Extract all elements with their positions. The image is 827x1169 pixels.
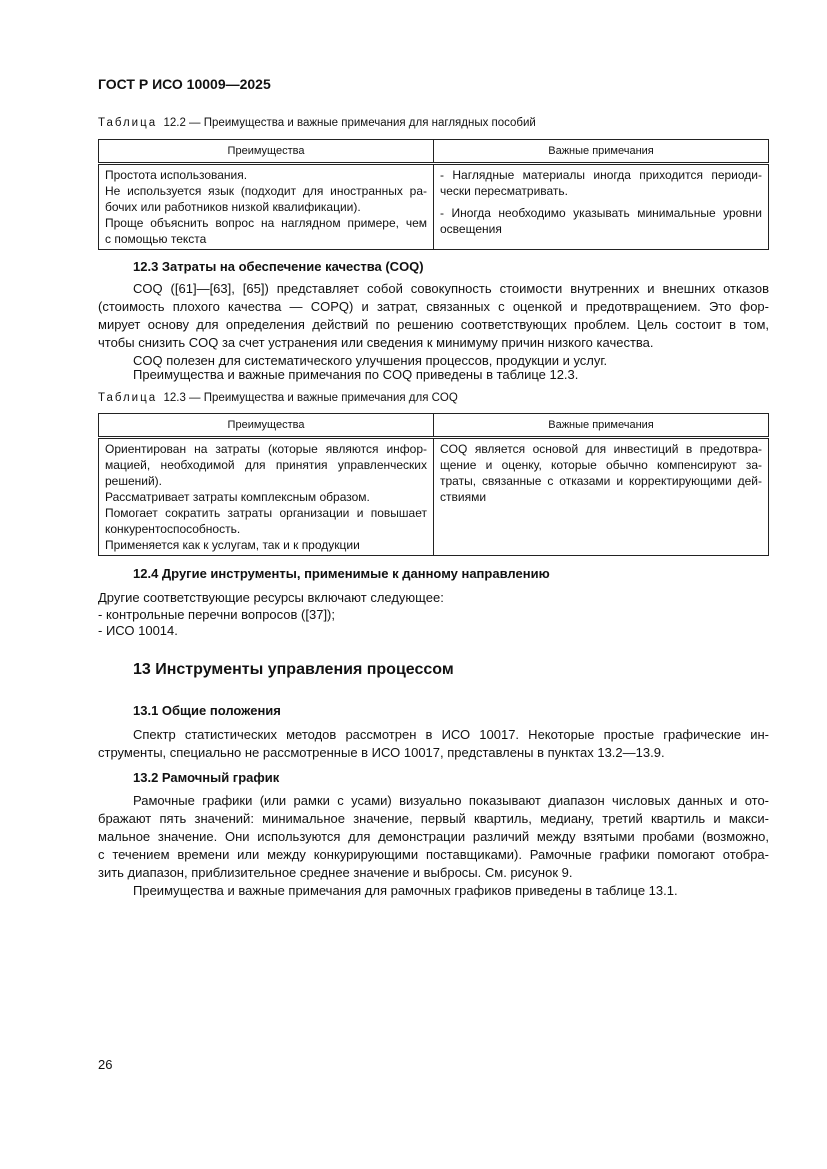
text-line: Не используется язык (подходит для иностранных ра- bbox=[105, 184, 427, 198]
advantages-cell bbox=[99, 164, 434, 250]
paragraph bbox=[98, 882, 769, 900]
caption-word: Таблица bbox=[98, 392, 158, 404]
advantages-cell bbox=[99, 438, 434, 556]
paragraph bbox=[98, 792, 769, 882]
text-line: бочих или работников низкой квалификации). bbox=[105, 200, 361, 214]
text-line: освещения bbox=[440, 222, 502, 236]
text-line: ствиями bbox=[440, 490, 487, 504]
text-line: COQ является основой для инвестиций в предотвра- bbox=[440, 442, 762, 456]
text-line: щение и оценку, которые обычно компенсируют за- bbox=[440, 458, 762, 472]
table-12-2-caption bbox=[98, 117, 536, 129]
caption-text: 12.3 — Преимущества и важные примечания для COQ bbox=[163, 392, 458, 404]
text-line: Преимущества и важные примечания для рамочных графиков приведены в таблице 13.1. bbox=[133, 883, 678, 898]
section-heading: 12.4 Другие инструменты, применимые к данному направлению bbox=[133, 566, 550, 581]
resource-list bbox=[98, 590, 769, 640]
text-line: траты, связанные с отказами и корректирующими дей- bbox=[440, 474, 762, 488]
text-line: решений). bbox=[105, 474, 163, 488]
text-line: COQ ([61]—[63], [65]) представляет собой совокупность стоимости внутренних и внешних отказов bbox=[133, 281, 769, 296]
text-line: (стоимость плохого качества — COPQ) и затрат, связанных с оценкой и предотвращением. Это фор- bbox=[98, 299, 769, 314]
text-line: конкурентоспособность. bbox=[105, 522, 241, 536]
text-line: мальное значение. Они используются для демонстрации различий между взятыми пробами (возможно, bbox=[98, 829, 769, 844]
text-line: Рассматривает затраты комплексным образом. bbox=[105, 490, 370, 504]
text-line: Спектр статистических методов рассмотрен в ИСО 10017. Некоторые простые графические ин- bbox=[133, 727, 769, 742]
section-heading: 12.3 Затраты на обеспечение качества (COQ) bbox=[133, 259, 424, 274]
caption-word: Таблица bbox=[98, 117, 158, 129]
note-item bbox=[440, 205, 762, 237]
text-line: Применяется как к услугам, так и к продукции bbox=[105, 538, 360, 552]
note-item bbox=[440, 167, 762, 199]
text-line: струменты, специально не рассмотренные в ИСО 10017, представлены в пунктах 13.2—13.9. bbox=[98, 745, 665, 760]
text-line: Простота использования. bbox=[105, 168, 248, 182]
chapter-heading: 13 Инструменты управления процессом bbox=[133, 661, 454, 678]
column-header: Преимущества bbox=[99, 140, 434, 164]
text-line: чески пересматривать. bbox=[440, 184, 568, 198]
text-line: Преимущества и важные примечания по COQ приведены в таблице 12.3. bbox=[133, 367, 579, 382]
text-line: мирует основу для определения действий по решению соответствующих проблем. Цель состоит в том, bbox=[98, 317, 769, 332]
paragraph bbox=[98, 366, 769, 384]
text-line: - контрольные перечни вопросов ([37]); bbox=[98, 606, 335, 622]
text-line: - Иногда необходимо указывать минимальные уровни bbox=[440, 206, 762, 220]
section-heading: 13.2 Рамочный график bbox=[133, 770, 280, 785]
column-header: Преимущества bbox=[99, 414, 434, 438]
section-heading: 13.1 Общие положения bbox=[133, 703, 281, 718]
paragraph bbox=[98, 280, 769, 352]
text-line: Другие соответствующие ресурсы включают следующее: bbox=[98, 590, 444, 605]
text-line: - ИСО 10014. bbox=[98, 623, 178, 638]
caption-text: 12.2 — Преимущества и важные примечания для наглядных пособий bbox=[163, 117, 536, 129]
document-header: ГОСТ Р ИСО 10009—2025 bbox=[98, 76, 271, 92]
text-line: Рамочные графики (или рамки с усами) визуально показывают диапазон числовых данных и ото- bbox=[133, 793, 769, 808]
text-line: зить диапазон, приблизительное среднее значение и выбросы. См. рисунок 9. bbox=[98, 865, 573, 880]
text-line: мацией, необходимой для принятия управленческих bbox=[105, 458, 427, 472]
table-12-3 bbox=[98, 413, 769, 556]
table-12-3-caption bbox=[98, 392, 458, 404]
table-12-2 bbox=[98, 139, 769, 250]
column-header: Важные примечания bbox=[434, 140, 769, 164]
text-line: Ориентирован на затраты (которые являются инфор- bbox=[105, 442, 427, 456]
text-line: Помогает сократить затраты организации и повышает bbox=[105, 506, 427, 520]
text-line: с течением времени или между конкурирующими поставщиками). Рамочные графики помогают отобра- bbox=[98, 847, 769, 862]
notes-cell bbox=[434, 438, 769, 556]
text-line: COQ полезен для систематического улучшения процессов, продукции и услуг. bbox=[133, 353, 608, 368]
text-line: чтобы снизить COQ за счет устранения или сведения к минимуму причин низкого качества. bbox=[98, 335, 654, 350]
column-header: Важные примечания bbox=[434, 414, 769, 438]
notes-cell bbox=[434, 164, 769, 250]
page-number: 26 bbox=[98, 1057, 113, 1072]
text-line: Проще объяснить вопрос на наглядном примере, чем bbox=[105, 216, 427, 230]
text-line: - Наглядные материалы иногда приходится периоди- bbox=[440, 168, 762, 182]
text-line: бражают пять значений: минимальное значение, первый квартиль, медиану, третий квартиль и макси- bbox=[98, 811, 769, 826]
text-line: с помощью текста bbox=[105, 232, 207, 246]
paragraph bbox=[98, 726, 769, 762]
